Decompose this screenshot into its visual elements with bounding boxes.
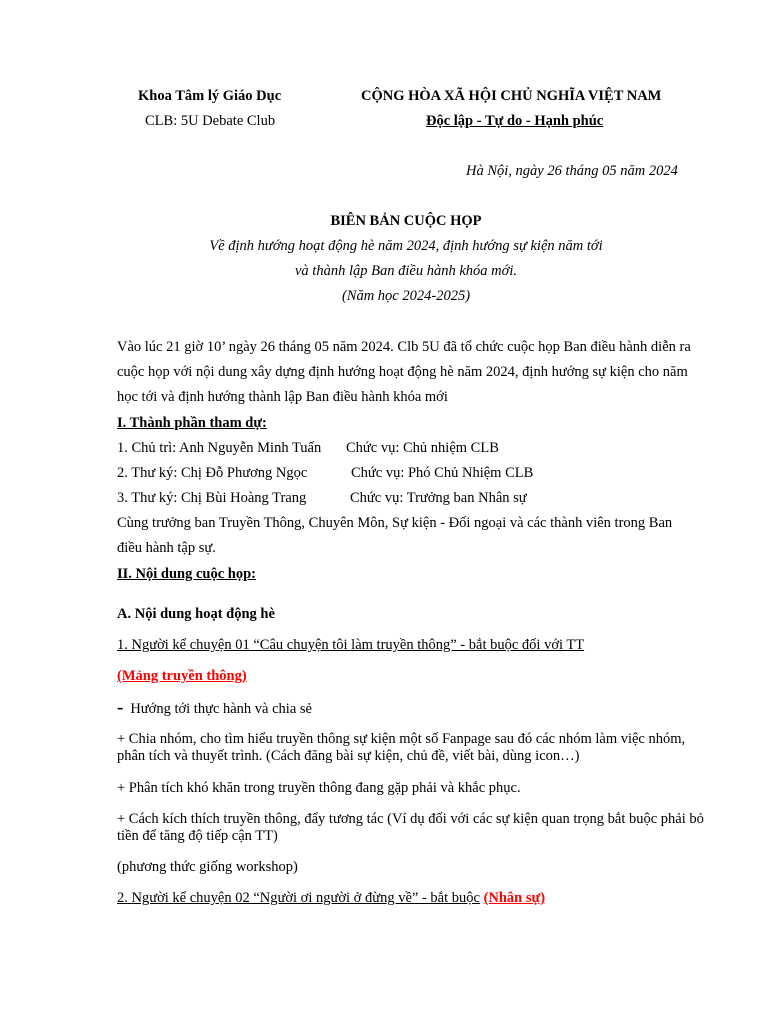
intro-paragraph: Vào lúc 21 giờ 10’ ngày 26 tháng 05 năm 2024. Clb 5U đã tổ chức cuộc họp Ban điều hành diễn ra cuộc họp với nội dung xây dựng định hướng hoạt động hè năm 2024, định hướng sự kiện cho năm học tới và định hướng thành lập Ban điều hành khóa mới: [117, 339, 691, 405]
other-attendees: Cùng trưởng ban Truyền Thông, Chuyên Môn, Sự kiện - Đối ngoại và các thành viên trong Ban điều hành tập sự.: [117, 515, 673, 556]
member-1-position: Chức vụ: Chủ nhiệm CLB: [346, 440, 499, 456]
agenda-item-2-text: 2. Người kể chuyện 02 “Người ơi người ở đừng về” - bắt buộc: [117, 890, 480, 906]
date-line: Hà Nội, ngày 26 tháng 05 năm 2024: [466, 163, 678, 179]
header-motto: Độc lập - Tự do - Hạnh phúc: [426, 113, 604, 129]
plus-point-2: + Phân tích khó khăn trong truyền thông đang gặp phải và khắc phục.: [117, 780, 521, 796]
subsection-a-heading: A. Nội dung hoạt động hè: [117, 606, 275, 622]
document-title: BIÊN BẢN CUỘC HỌP: [330, 213, 482, 229]
member-3-position: Chức vụ: Trưởng ban Nhân sự: [350, 490, 527, 506]
member-3-role: 3. Thư ký: Chị Bùi Hoàng Trang: [117, 490, 307, 506]
header-nation: CỘNG HÒA XÃ HỘI CHỦ NGHĨA VIỆT NAM: [361, 88, 662, 104]
title-school-year: (Năm học 2024-2025): [341, 288, 471, 304]
bullet-line: [117, 697, 312, 719]
member-2-position: Chức vụ: Phó Chủ Nhiệm CLB: [351, 465, 534, 481]
agenda-item-2-tag: (Nhân sự): [483, 890, 546, 906]
agenda-item-1: 1. Người kể chuyện 01 “Câu chuyện tôi làm truyền thông” - bắt buộc đối với TT: [117, 637, 585, 653]
plus-point-3: + Cách kích thích truyền thông, đẩy tương tác (Ví dụ đối với các sự kiện quan trọng bắt buộc phải bỏ tiền để tăng độ tiếp cận TT): [117, 811, 704, 844]
member-2-role: 2. Thư ký: Chị Đỗ Phương Ngọc: [117, 465, 308, 481]
agenda-item-2: [117, 890, 545, 907]
workshop-note: (phương thức giống workshop): [117, 859, 298, 875]
section2-heading: II. Nội dung cuộc họp:: [117, 566, 256, 582]
plus-point-1: + Chia nhóm, cho tìm hiểu truyền thông sự kiện một số Fanpage sau đó các nhóm làm việc nhóm, phân tích và thuyết trình. (Cách đăng bài sự kiện, chủ đề, viết bài, dùng icon…): [117, 731, 686, 764]
dash-bullet: -: [117, 697, 124, 718]
section1-heading: I. Thành phần tham dự:: [117, 415, 267, 431]
header-club: CLB: 5U Debate Club: [145, 113, 276, 129]
title-subtitle-1: Về định hướng hoạt động hè năm 2024, định hướng sự kiện năm tới: [209, 238, 603, 254]
member-1-role: 1. Chủ trì: Anh Nguyễn Minh Tuấn: [117, 440, 322, 456]
bullet-text: Hướng tới thực hành và chia sẻ: [130, 701, 312, 717]
header-org: Khoa Tâm lý Giáo Dục: [138, 88, 282, 104]
title-subtitle-2: và thành lập Ban điều hành khóa mới.: [295, 263, 517, 279]
agenda-item-1-tag: (Mảng truyền thông): [117, 668, 247, 684]
